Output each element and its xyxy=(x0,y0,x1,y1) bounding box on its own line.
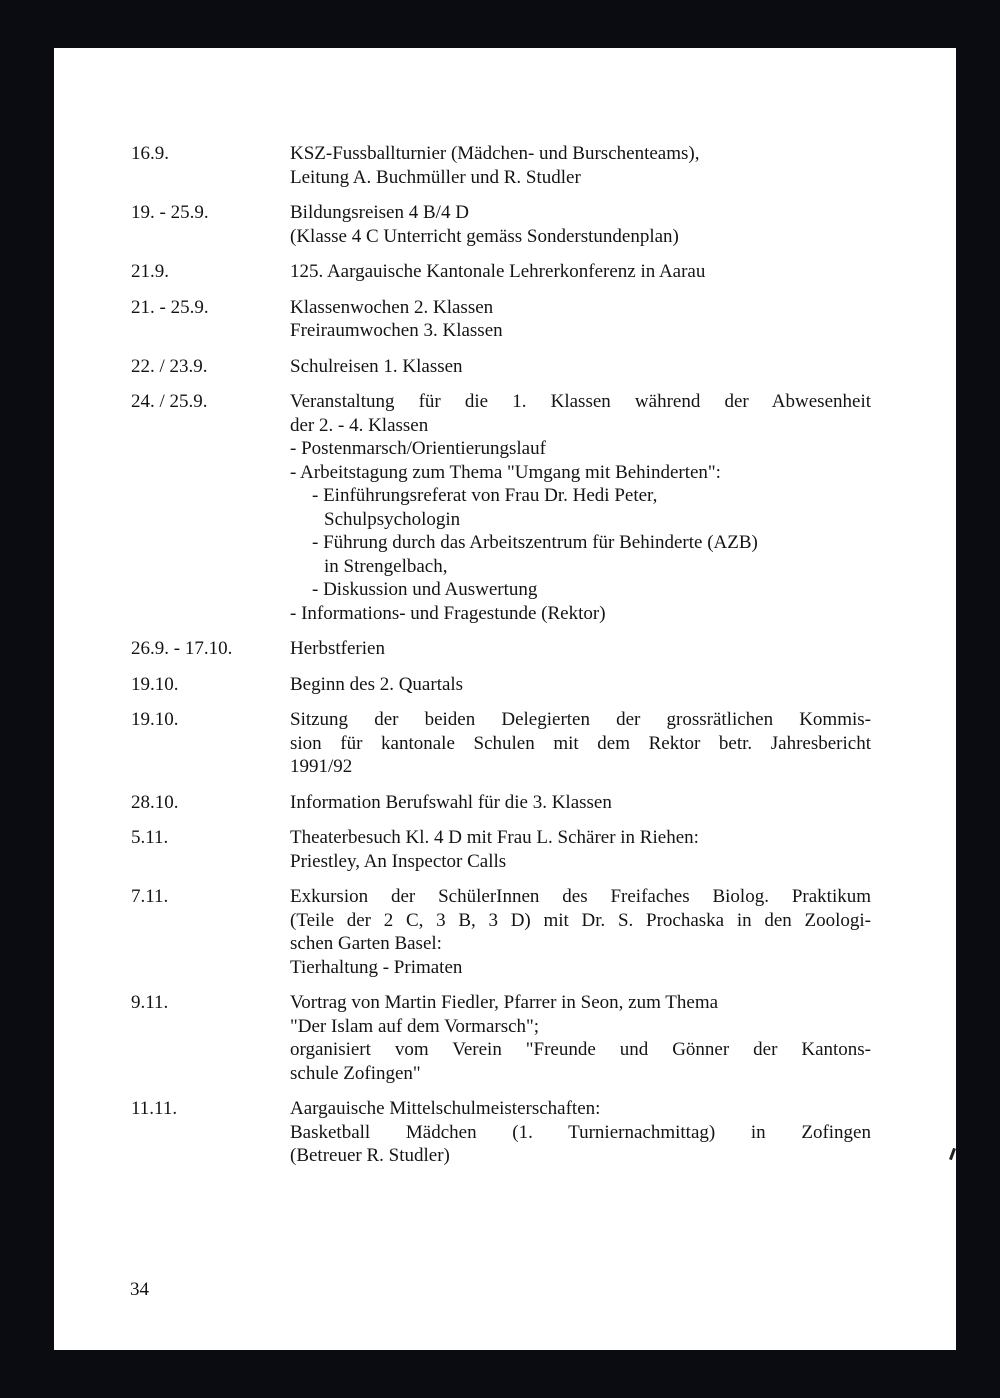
page-number: 34 xyxy=(130,1279,149,1300)
description-line: Basketball Mädchen (1. Turniernachmittag) in Zofingen xyxy=(290,1121,871,1143)
description-line: Schulpsychologin xyxy=(324,508,461,530)
description-line: Beginn des 2. Quartals xyxy=(290,673,464,695)
schedule-entry xyxy=(131,260,871,284)
description-line: Tierhaltung - Primaten xyxy=(290,956,463,978)
entry-date: 19.10. xyxy=(131,673,179,695)
description-line: - Einführungsreferat von Frau Dr. Hedi Peter, xyxy=(312,485,658,506)
entry-description xyxy=(290,355,871,379)
description-line: Leitung A. Buchmüller und R. Studler xyxy=(290,166,581,188)
description-line: organisiert vom Verein "Freunde und Gönner der Kantons- xyxy=(290,1039,871,1060)
entry-date: 21.9. xyxy=(131,261,169,282)
description-line: 1991/92 xyxy=(290,756,353,777)
entry-description xyxy=(290,260,871,284)
entry-date: 5.11. xyxy=(131,827,169,848)
description-line: (Betreuer R. Studler) xyxy=(290,1145,450,1166)
description-line: - Arbeitstagung zum Thema "Umgang mit Behinderten": xyxy=(290,461,721,483)
description-line: Vortrag von Martin Fiedler, Pfarrer in Seon, zum Thema xyxy=(290,992,719,1013)
schedule-entry xyxy=(131,296,871,343)
entry-description xyxy=(290,1097,871,1168)
schedule-entry xyxy=(131,142,871,189)
description-line: Information Berufswahl für die 3. Klassen xyxy=(290,791,612,813)
description-line: Freiraumwochen 3. Klassen xyxy=(290,320,503,341)
entry-description xyxy=(290,708,871,779)
description-line: Bildungsreisen 4 B/4 D xyxy=(290,202,469,223)
description-line: - Informations- und Fragestunde (Rektor) xyxy=(290,602,606,624)
description-line: schule Zofingen" xyxy=(290,1062,421,1084)
schedule-entry xyxy=(131,826,871,873)
description-line: der 2. - 4. Klassen xyxy=(290,414,429,436)
description-line: - Führung durch das Arbeitszentrum für Behinderte (AZB) xyxy=(312,532,758,553)
entry-date: 19.10. xyxy=(131,709,179,730)
schedule-entry xyxy=(131,355,871,379)
description-line: (Teile der 2 C, 3 B, 3 D) mit Dr. S. Prochaska in den Zoologi- xyxy=(290,909,871,931)
schedule-entry xyxy=(131,791,871,815)
schedule-entry xyxy=(131,673,871,697)
entry-description xyxy=(290,991,871,1085)
description-line: - Postenmarsch/Orientierungslauf xyxy=(290,438,546,459)
description-line: Exkursion der SchülerInnen des Freifaches Biolog. Praktikum xyxy=(290,886,871,907)
entry-date: 26.9. - 17.10. xyxy=(131,638,233,659)
entry-description xyxy=(290,201,871,248)
entry-description xyxy=(290,826,871,873)
description-line: Priestley, An Inspector Calls xyxy=(290,850,507,872)
entry-date: 11.11. xyxy=(131,1098,178,1119)
description-line: sion für kantonale Schulen mit dem Rektor betr. Jahresbericht xyxy=(290,732,871,754)
schedule-list xyxy=(131,142,871,1180)
description-line: "Der Islam auf dem Vormarsch"; xyxy=(290,1015,540,1037)
description-line: 125. Aargauische Kantonale Lehrerkonferenz in Aarau xyxy=(290,261,706,282)
schedule-entry xyxy=(131,390,871,625)
entry-description xyxy=(290,390,871,625)
entry-description xyxy=(290,791,871,815)
schedule-entry xyxy=(131,1097,871,1168)
entry-date: 9.11. xyxy=(131,992,169,1013)
schedule-entry xyxy=(131,708,871,779)
entry-date: 22. / 23.9. xyxy=(131,355,208,377)
entry-date: 16.9. xyxy=(131,143,169,164)
entry-description xyxy=(290,673,871,697)
entry-description xyxy=(290,142,871,189)
description-line: Schulreisen 1. Klassen xyxy=(290,355,463,377)
entry-description xyxy=(290,637,871,661)
description-line: Veranstaltung für die 1. Klassen während der Abwesenheit xyxy=(290,391,871,412)
description-line: Klassenwochen 2. Klassen xyxy=(290,296,494,318)
description-line: Sitzung der beiden Delegierten der grossrätlichen Kommis- xyxy=(290,709,871,730)
description-line: Herbstferien xyxy=(290,638,385,659)
entry-date: 21. - 25.9. xyxy=(131,296,209,318)
description-line: Theaterbesuch Kl. 4 D mit Frau L. Schärer in Riehen: xyxy=(290,827,699,848)
entry-date: 19. - 25.9. xyxy=(131,202,209,223)
description-line: schen Garten Basel: xyxy=(290,933,442,954)
document-page xyxy=(54,48,956,1350)
entry-date: 24. / 25.9. xyxy=(131,391,208,412)
entry-description xyxy=(290,296,871,343)
description-line: - Diskussion und Auswertung xyxy=(312,579,538,600)
schedule-entry xyxy=(131,637,871,661)
schedule-entry xyxy=(131,201,871,248)
description-line: KSZ-Fussballturnier (Mädchen- und Burschenteams), xyxy=(290,143,700,164)
schedule-entry xyxy=(131,885,871,979)
description-line: (Klasse 4 C Unterricht gemäss Sonderstundenplan) xyxy=(290,225,679,247)
entry-description xyxy=(290,885,871,979)
schedule-entry xyxy=(131,991,871,1085)
description-line: Aargauische Mittelschulmeisterschaften: xyxy=(290,1098,601,1119)
description-line: in Strengelbach, xyxy=(324,555,448,577)
entry-date: 28.10. xyxy=(131,791,179,813)
entry-date: 7.11. xyxy=(131,886,169,907)
